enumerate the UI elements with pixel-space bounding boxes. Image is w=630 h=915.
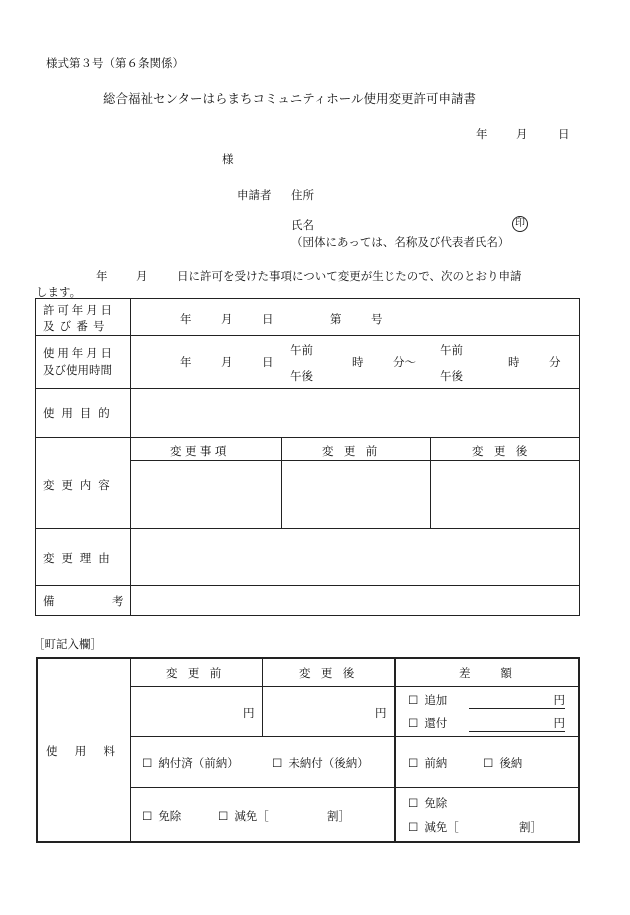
use-month: 月	[221, 355, 233, 369]
change-after-header: 変更後	[472, 444, 538, 458]
reduce-label-2: 減免［	[424, 820, 459, 834]
addressee-suffix: 様	[222, 152, 234, 166]
reduce-percent-2: 割］	[519, 820, 542, 834]
checkbox-icon[interactable]: ☐	[408, 820, 419, 834]
prepay-option[interactable]	[408, 755, 447, 771]
reduce-label: 減免［	[234, 809, 269, 823]
fee-before-header: 変更前	[166, 666, 232, 680]
fee-after-header: 変更後	[299, 666, 365, 680]
fee-before-yen: 円	[243, 706, 255, 720]
date-year: 年	[476, 127, 488, 141]
refund-option[interactable]	[408, 715, 447, 731]
checkbox-icon[interactable]: ☐	[483, 756, 494, 770]
checkbox-icon[interactable]: ☐	[272, 756, 283, 770]
checkbox-icon[interactable]: ☐	[142, 756, 153, 770]
add-amount: 円	[469, 692, 565, 709]
fee-after-yen: 円	[375, 706, 387, 720]
change-item-header: 変更事項	[170, 444, 230, 458]
checkbox-icon[interactable]: ☐	[408, 716, 419, 730]
refund-amount: 円	[469, 715, 565, 732]
permit-no-prefix: 第	[330, 312, 342, 326]
checkbox-icon[interactable]: ☐	[408, 693, 419, 707]
start-hour: 時	[352, 355, 364, 369]
exempt-option-2[interactable]	[408, 795, 447, 811]
remarks-label-b: 考	[112, 594, 124, 608]
change-reason-label: 変更理由	[43, 551, 117, 565]
exempt-label: 免除	[158, 809, 182, 823]
form-title: 総合福祉センターはらまちコミュニティホール使用変更許可申請書	[103, 91, 477, 106]
purpose-field[interactable]	[132, 390, 578, 435]
add-option[interactable]	[408, 692, 447, 708]
paid-label: 納付済（前納）	[158, 756, 239, 770]
address-label: 住所	[291, 188, 314, 202]
fee-label: 使用料	[46, 744, 133, 758]
unpaid-option[interactable]	[272, 755, 369, 771]
start-pm: 午後	[290, 369, 313, 383]
use-date-label: 使用年月日	[43, 346, 115, 360]
date-month: 月	[516, 127, 528, 141]
change-content-label: 変更内容	[43, 478, 117, 492]
exempt-label-2: 免除	[424, 796, 448, 810]
checkbox-icon[interactable]: ☐	[218, 809, 229, 823]
reduce-option[interactable]	[218, 808, 269, 824]
permit-number-label: 及び番号	[43, 319, 110, 333]
office-heading: ［町記入欄］	[33, 637, 102, 651]
use-day: 日	[262, 355, 274, 369]
remarks-label-a: 備	[43, 594, 55, 608]
end-hour: 時	[508, 355, 520, 369]
applicant-label: 申請者	[237, 188, 272, 202]
postpay-option[interactable]	[483, 755, 522, 771]
end-am: 午前	[440, 343, 463, 357]
intro-text: 日に許可を受けた事項について変更が生じたので、次のとおり申請	[177, 269, 522, 283]
postpay-label: 後納	[499, 756, 523, 770]
purpose-label: 使用目的	[43, 406, 117, 420]
checkbox-icon[interactable]: ☐	[142, 809, 153, 823]
permit-date-label: 許可年月日	[43, 303, 115, 317]
prepay-label: 前納	[424, 756, 448, 770]
intro-year: 年	[96, 269, 108, 283]
end-minute: 分	[549, 355, 561, 369]
start-am: 午前	[290, 343, 313, 357]
permit-day: 日	[262, 312, 274, 326]
name-label: 氏名	[291, 218, 314, 232]
intro-text-line2: します。	[36, 285, 82, 299]
form-number: 様式第３号（第６条関係）	[46, 56, 184, 70]
reduce-option-2[interactable]	[408, 819, 459, 835]
intro-month: 月	[136, 269, 148, 283]
permit-year: 年	[180, 312, 192, 326]
permit-no-suffix: 号	[371, 312, 383, 326]
paid-option[interactable]	[142, 755, 239, 771]
fee-diff-header: 差額	[459, 666, 542, 680]
permit-month: 月	[221, 312, 233, 326]
date-day: 日	[558, 127, 570, 141]
unpaid-label: 未納付（後納）	[288, 756, 369, 770]
checkbox-icon[interactable]: ☐	[408, 756, 419, 770]
start-minute: 分～	[393, 355, 416, 369]
exempt-option[interactable]	[142, 808, 181, 824]
use-time-label: 及び使用時間	[43, 363, 112, 377]
change-before-header: 変更前	[322, 444, 388, 458]
group-note: （団体にあっては、名称及び代表者氏名）	[291, 235, 510, 249]
refund-label: 還付	[424, 716, 448, 730]
reduce-percent: 割］	[327, 809, 350, 823]
checkbox-icon[interactable]: ☐	[408, 796, 419, 810]
seal-icon: 印	[512, 216, 528, 232]
use-year: 年	[180, 355, 192, 369]
end-pm: 午後	[440, 369, 463, 383]
add-label: 追加	[424, 693, 448, 707]
